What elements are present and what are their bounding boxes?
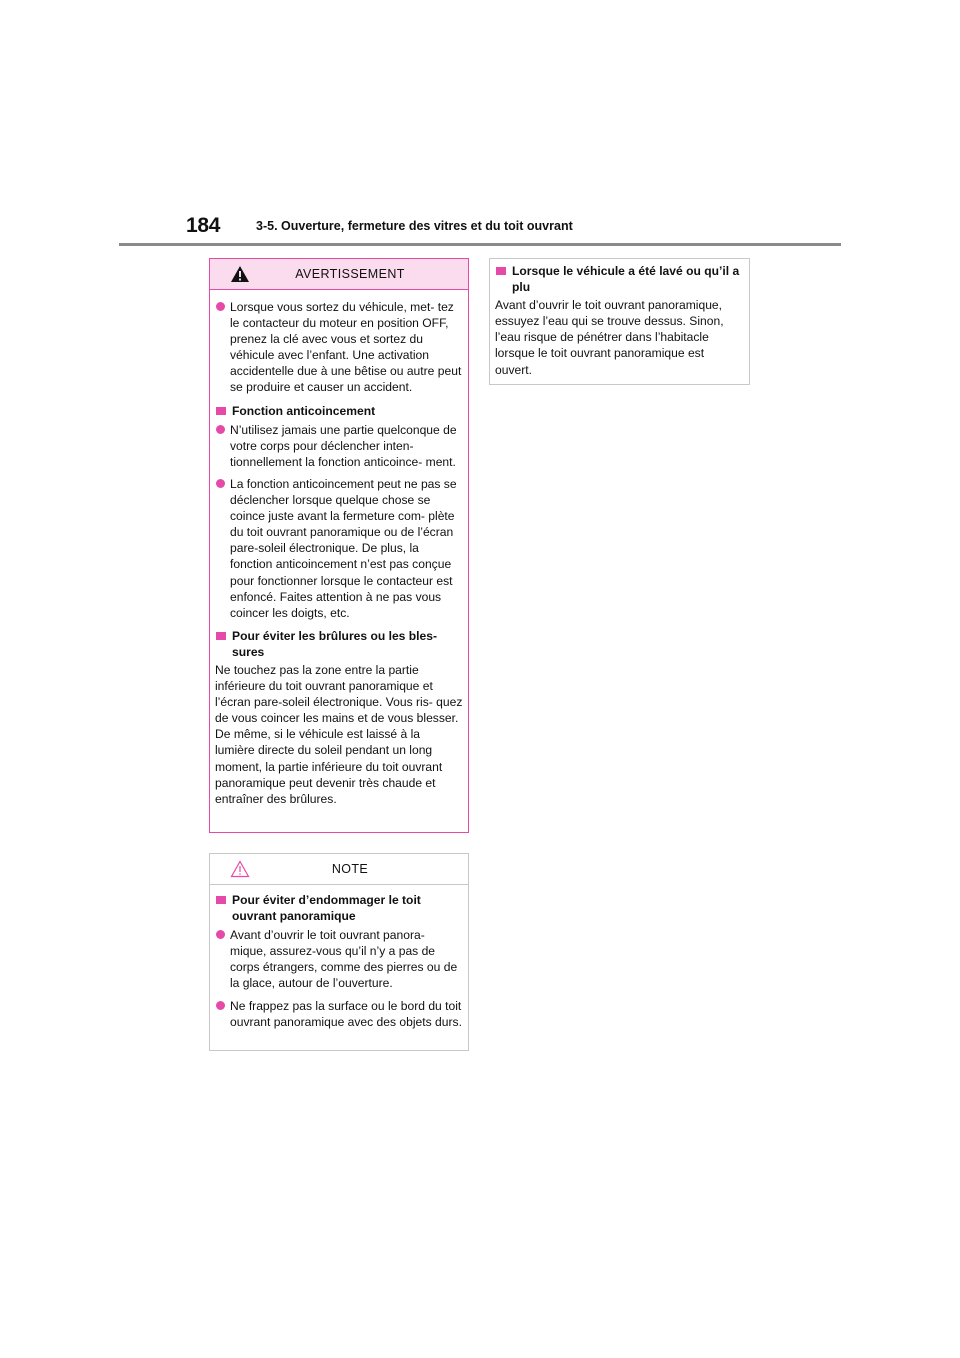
bullet-dot-icon [216,302,225,311]
subheading-text: Pour éviter d’endommager le toit ouvrant panoramique [232,893,421,924]
note-header [210,854,468,885]
warning-body [210,290,468,807]
subheading-text: Pour éviter les brûlures ou les bles- sures [232,628,437,659]
square-bullet-icon [216,896,226,904]
square-bullet-icon [216,407,226,415]
list-item [215,998,463,1030]
paragraph: Ne touchez pas la zone entre la partie inférieure du toit ouvrant panoramique et l’écran pare-soleil électronique. Vous ris- quez de vous coincer les mains et de vous blesser. De même, si le véhicule est laissé à la lumière directe du soleil pendant un long moment, la partie inférieure du toit ouvrant panoramique peut devenir très chaude et entraîner des brûlures. [215,662,463,806]
list-item [215,476,463,621]
warning-icon [230,265,250,283]
note-box [209,853,469,1051]
paragraph: Avant d’ouvrir le toit ouvrant panoramique, essuyez l’eau qui se trouve dessus. Sinon, l’eau risque de pénétrer dans l’habitacle lorsque le toit ouvrant panoramique est ouvert. [495,298,724,377]
page-number: 184 [186,214,221,237]
bullet-dot-icon [216,1001,225,1010]
bullet-text: Lorsque vous sortez du véhicule, met- tez le contacteur du moteur en position OFF, prenez la clé avec vous et sortez du véhicule avec l’enfant. Une activation accidentelle due à une bêtise ou autre peut se produire et causer un accident. [230,300,462,395]
warning-box [209,258,469,833]
header-rule [119,243,841,246]
subheading-text: Lorsque le véhicule a été lavé ou qu’il a plu [512,264,740,295]
bullet-dot-icon [216,930,225,939]
bullet-text: La fonction anticoincement peut ne pas se déclencher lorsque quelque chose se coince juste avant la fermeture com- plète du toit ouvrant panoramique ou de l’écran pare-soleil électronique. De plus, la fonction anticoincement n’est pas conçue pour fonctionner lorsque le contacteur est enfoncé. Faites attention à ne pas vous coincer les doigts, etc. [230,476,457,620]
bullet-dot-icon [216,479,225,488]
info-box [489,258,750,385]
info-body [490,259,749,378]
subheading [215,892,463,924]
note-title: NOTE [331,862,369,876]
list-item [215,299,463,396]
caution-outline-icon [230,860,250,878]
note-body [210,885,468,1030]
warning-title: AVERTISSEMENT [295,267,405,281]
subheading [495,263,744,295]
bullet-text: Avant d’ouvrir le toit ouvrant panora- mique, assurez-vous qu’il n’y a pas de corps étrangers, comme des pierres ou de la glace, autour de l’ouverture. [230,928,458,991]
warning-header [210,259,468,290]
subheading [215,403,463,419]
square-bullet-icon [496,267,506,275]
list-item [215,927,463,991]
bullet-text: N’utilisez jamais une partie quelconque de votre corps pour déclencher inten- tionnellement la fonction anticoince- ment. [230,422,457,469]
section-title: 3-5. Ouverture, fermeture des vitres et du toit ouvrant [256,219,573,233]
list-item [215,422,463,470]
subheading [215,628,463,660]
square-bullet-icon [216,632,226,640]
bullet-dot-icon [216,425,225,434]
subheading-text: Fonction anticoincement [232,403,376,418]
bullet-text: Ne frappez pas la surface ou le bord du toit ouvrant panoramique avec des objets durs. [230,998,462,1029]
